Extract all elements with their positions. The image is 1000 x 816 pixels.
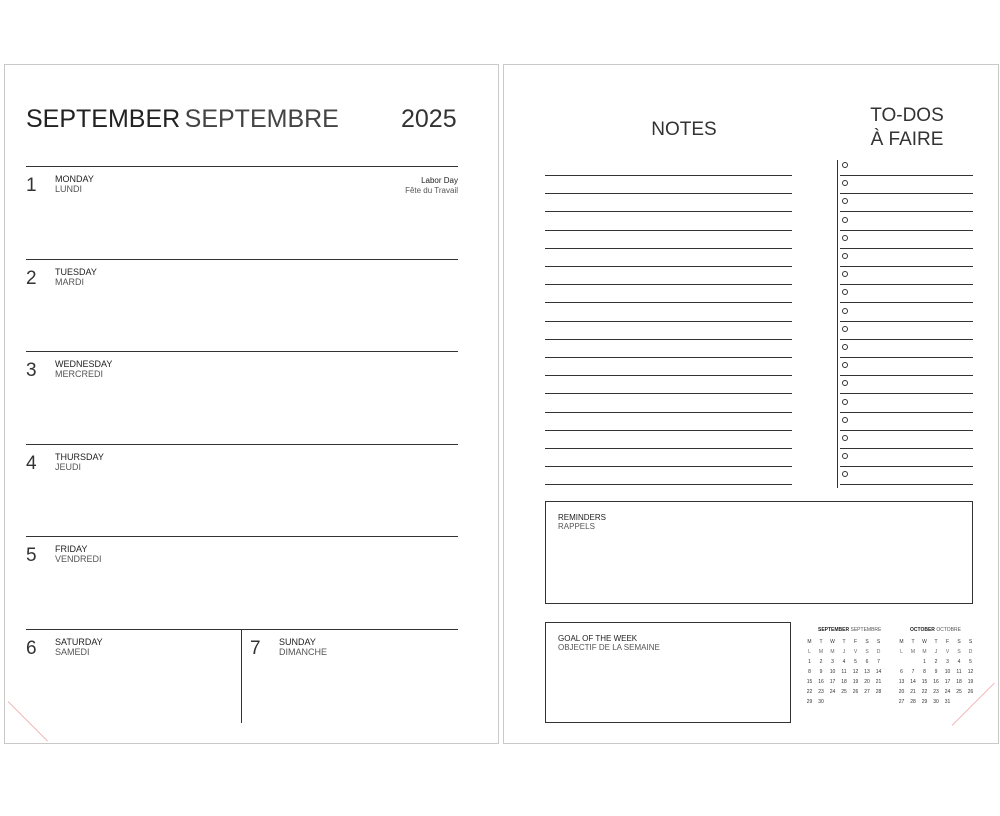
holiday-name-fr: Fête du Travail: [405, 186, 458, 195]
todo-checkbox[interactable]: [842, 471, 848, 477]
mini-day[interactable]: 24: [829, 689, 836, 695]
todo-checkbox[interactable]: [842, 435, 848, 441]
todos-title-fr: À FAIRE: [870, 129, 944, 150]
mini-weekday-fr: J: [934, 649, 938, 655]
mini-day[interactable]: 29: [806, 699, 813, 705]
mini-weekday-fr: L: [808, 649, 811, 655]
todo-line[interactable]: [840, 430, 973, 431]
holiday-name-en: Labor Day: [421, 176, 458, 185]
mini-day[interactable]: 28: [910, 699, 916, 705]
mini-day[interactable]: 17: [829, 679, 836, 685]
mini-weekday-fr: V: [945, 649, 950, 655]
mini-day[interactable]: 4: [957, 659, 961, 665]
todo-line[interactable]: [840, 321, 973, 322]
day-name-fr: MARDI: [55, 277, 84, 287]
mini-day[interactable]: 22: [921, 689, 928, 695]
todo-line[interactable]: [840, 193, 973, 194]
todo-line[interactable]: [840, 375, 973, 376]
mini-day[interactable]: 5: [854, 659, 857, 665]
todo-line[interactable]: [840, 266, 973, 267]
todo-line[interactable]: [840, 412, 973, 413]
mini-day[interactable]: 25: [956, 689, 962, 695]
todo-line[interactable]: [840, 284, 973, 285]
reminders-label: REMINDERS: [558, 513, 607, 522]
mini-calendar-title-fr: SEPTEMBRE: [850, 627, 882, 633]
mini-day[interactable]: 17: [944, 679, 951, 685]
mini-day[interactable]: 21: [875, 679, 882, 685]
mini-calendar-title-fr: OCTOBRE: [936, 627, 961, 633]
note-line[interactable]: [545, 357, 792, 358]
mini-day[interactable]: 28: [875, 689, 882, 695]
weekend-divider: [241, 629, 242, 723]
right-page: [503, 64, 999, 744]
mini-day[interactable]: 26: [852, 689, 859, 695]
mini-calendar-title: [818, 627, 881, 633]
mini-weekday-en: S: [865, 639, 869, 645]
todo-checkbox[interactable]: [842, 362, 848, 368]
mini-calendar-september: [804, 627, 884, 717]
day-name-fr: SAMEDI: [55, 647, 90, 657]
todos-title-en: TO-DOS: [870, 105, 944, 126]
mini-calendar-title-en: OCTOBER: [910, 627, 935, 633]
mini-day[interactable]: 2: [819, 659, 823, 665]
mini-day[interactable]: 10: [829, 669, 836, 675]
note-line[interactable]: [545, 302, 792, 303]
mini-day[interactable]: 16: [933, 679, 939, 685]
todo-checkbox[interactable]: [842, 399, 848, 405]
day-number: 6: [26, 638, 37, 659]
mini-day[interactable]: 9: [934, 669, 938, 675]
note-line[interactable]: [545, 412, 792, 413]
mini-day[interactable]: 14: [875, 669, 882, 675]
mini-weekday-fr: M: [910, 649, 916, 655]
mini-weekday-en: S: [876, 639, 881, 645]
day-name-en: TUESDAY: [55, 267, 97, 277]
mini-weekday-en: S: [968, 639, 973, 645]
todo-checkbox[interactable]: [842, 253, 848, 259]
mini-day[interactable]: 30: [933, 699, 939, 705]
todo-line[interactable]: [840, 211, 973, 212]
mini-day[interactable]: 3: [946, 659, 949, 665]
mini-day[interactable]: 30: [818, 699, 824, 705]
note-line[interactable]: [545, 175, 792, 176]
mini-day[interactable]: 29: [921, 699, 928, 705]
todo-line[interactable]: [840, 466, 973, 467]
todo-checkbox[interactable]: [842, 271, 848, 277]
mini-weekday-en: M: [899, 639, 904, 645]
mini-day[interactable]: 20: [898, 689, 905, 695]
day-cell-monday[interactable]: [26, 166, 458, 258]
mini-day[interactable]: 16: [818, 679, 824, 685]
mini-day[interactable]: 19: [852, 679, 859, 685]
mini-weekday-en: M: [807, 639, 812, 645]
notes-title: NOTES: [651, 119, 717, 140]
mini-weekday-fr: M: [922, 649, 927, 655]
todo-checkbox[interactable]: [842, 198, 848, 204]
mini-day[interactable]: 24: [944, 689, 951, 695]
mini-day[interactable]: 10: [944, 669, 951, 675]
day-number: 2: [26, 268, 37, 289]
mini-weekday-fr: S: [865, 649, 869, 655]
mini-day[interactable]: 14: [910, 679, 916, 685]
note-line[interactable]: [545, 375, 792, 376]
mini-day[interactable]: 19: [967, 679, 974, 685]
day-cell-friday[interactable]: [26, 536, 458, 628]
todo-line[interactable]: [840, 339, 973, 340]
day-name-en: THURSDAY: [55, 452, 104, 462]
todo-checkbox[interactable]: [842, 308, 848, 314]
mini-day[interactable]: 18: [841, 679, 847, 685]
mini-day[interactable]: 12: [967, 669, 974, 675]
mini-day[interactable]: 20: [864, 679, 870, 685]
todo-line[interactable]: [840, 230, 973, 231]
note-line[interactable]: [545, 248, 792, 249]
mini-day[interactable]: 1: [808, 659, 811, 665]
day-cell-tuesday[interactable]: [26, 259, 458, 351]
todo-checkbox[interactable]: [842, 417, 848, 423]
mini-day[interactable]: 27: [898, 699, 905, 705]
note-line[interactable]: [545, 211, 792, 212]
note-line[interactable]: [545, 484, 792, 485]
todo-checkbox[interactable]: [842, 217, 848, 223]
note-line[interactable]: [545, 448, 792, 449]
note-line[interactable]: [545, 466, 792, 467]
note-line[interactable]: [545, 430, 792, 431]
mini-day[interactable]: 8: [808, 669, 811, 675]
mini-day[interactable]: 13: [898, 679, 905, 685]
mini-day[interactable]: 9: [819, 669, 823, 675]
notes-divider: [837, 160, 838, 488]
day-name-en: SUNDAY: [279, 637, 316, 647]
note-line[interactable]: [545, 393, 792, 394]
goal-label: GOAL OF THE WEEK: [558, 634, 638, 643]
mini-weekday-en: S: [957, 639, 961, 645]
mini-weekday-en: F: [945, 639, 950, 645]
mini-weekday-en: T: [934, 639, 938, 645]
goal-box[interactable]: [545, 622, 791, 723]
day-number: 5: [26, 545, 37, 566]
todo-line[interactable]: [840, 175, 973, 176]
todo-checkbox[interactable]: [842, 162, 848, 168]
day-number: 4: [26, 453, 37, 474]
mini-day[interactable]: 8: [923, 669, 926, 675]
note-line[interactable]: [545, 230, 792, 231]
mini-day[interactable]: 2: [934, 659, 938, 665]
todo-checkbox[interactable]: [842, 326, 848, 332]
mini-day[interactable]: 6: [900, 669, 903, 675]
mini-weekday-fr: S: [957, 649, 961, 655]
mini-day[interactable]: 3: [831, 659, 834, 665]
month-title-en: SEPTEMBER: [26, 105, 181, 133]
mini-day[interactable]: 7: [877, 659, 880, 665]
mini-day[interactable]: 7: [911, 669, 915, 675]
mini-day[interactable]: 11: [956, 669, 962, 675]
mini-weekday-en: T: [819, 639, 823, 645]
mini-weekday-en: W: [922, 639, 927, 645]
note-line[interactable]: [545, 193, 792, 194]
todo-checkbox[interactable]: [842, 289, 848, 295]
mini-day[interactable]: 5: [969, 659, 972, 665]
day-cell-thursday[interactable]: [26, 444, 458, 536]
mini-weekday-fr: M: [830, 649, 835, 655]
todo-checkbox[interactable]: [842, 344, 848, 350]
month-heading: [26, 105, 339, 134]
reminders-box[interactable]: [545, 501, 973, 604]
note-line[interactable]: [545, 321, 792, 322]
mini-weekday-en: W: [830, 639, 835, 645]
month-title-fr: SEPTEMBRE: [184, 105, 339, 133]
left-page: [4, 64, 499, 744]
mini-calendar-title-en: SEPTEMBER: [818, 627, 850, 633]
mini-day[interactable]: 18: [956, 679, 962, 685]
day-name-fr: LUNDI: [55, 184, 83, 194]
day-name-fr: JEUDI: [55, 462, 82, 472]
mini-weekday-fr: D: [876, 649, 881, 655]
note-line[interactable]: [545, 339, 792, 340]
mini-day[interactable]: 12: [852, 669, 859, 675]
todo-checkbox[interactable]: [842, 235, 848, 241]
day-name-en: FRIDAY: [55, 544, 88, 554]
todo-line[interactable]: [840, 393, 973, 394]
reminders-label-fr: RAPPELS: [558, 522, 595, 531]
todo-checkbox[interactable]: [842, 180, 848, 186]
note-line[interactable]: [545, 266, 792, 267]
mini-day[interactable]: 15: [806, 679, 813, 685]
day-name-fr: MERCREDI: [55, 369, 104, 379]
mini-weekday-fr: L: [900, 649, 903, 655]
day-name-fr: VENDREDI: [55, 554, 102, 564]
todo-line[interactable]: [840, 357, 973, 358]
day-name-fr: DIMANCHE: [279, 647, 328, 657]
mini-day[interactable]: 15: [921, 679, 928, 685]
mini-day[interactable]: 31: [944, 699, 951, 705]
day-cell-wednesday[interactable]: [26, 351, 458, 443]
mini-weekday-en: T: [911, 639, 915, 645]
day-name-en: WEDNESDAY: [55, 359, 113, 369]
day-number: 3: [26, 360, 37, 381]
mini-calendar-october: [896, 627, 976, 717]
mini-day[interactable]: 4: [842, 659, 846, 665]
mini-weekday-fr: M: [818, 649, 824, 655]
mini-day[interactable]: 22: [806, 689, 813, 695]
mini-day[interactable]: 21: [910, 689, 916, 695]
mini-day[interactable]: 1: [923, 659, 926, 665]
mini-weekday-fr: V: [853, 649, 858, 655]
mini-weekday-fr: J: [842, 649, 846, 655]
day-cell-saturday[interactable]: [26, 629, 240, 721]
todo-line[interactable]: [840, 448, 973, 449]
mini-day[interactable]: 11: [841, 669, 847, 675]
day-cell-sunday[interactable]: [250, 629, 458, 721]
note-line[interactable]: [545, 284, 792, 285]
year: 2025: [401, 105, 457, 133]
mini-day[interactable]: 23: [933, 689, 939, 695]
day-name-en: MONDAY: [55, 174, 94, 184]
todo-checkbox[interactable]: [842, 453, 848, 459]
mini-day[interactable]: 26: [967, 689, 974, 695]
mini-day[interactable]: 25: [841, 689, 847, 695]
mini-weekday-en: F: [853, 639, 858, 645]
mini-day[interactable]: 6: [865, 659, 869, 665]
day-number: 1: [26, 175, 37, 196]
mini-day[interactable]: 23: [818, 689, 824, 695]
goal-label-fr: OBJECTIF DE LA SEMAINE: [558, 643, 660, 652]
mini-weekday-en: T: [842, 639, 846, 645]
todo-line[interactable]: [840, 248, 973, 249]
mini-day[interactable]: 13: [864, 669, 870, 675]
todo-checkbox[interactable]: [842, 380, 848, 386]
day-name-en: SATURDAY: [55, 637, 103, 647]
mini-calendar-title: [910, 627, 961, 633]
todo-line[interactable]: [840, 484, 973, 485]
day-number: 7: [250, 638, 261, 659]
mini-weekday-fr: D: [968, 649, 973, 655]
holiday-label: [405, 176, 458, 196]
mini-day[interactable]: 27: [864, 689, 870, 695]
todo-line[interactable]: [840, 302, 973, 303]
